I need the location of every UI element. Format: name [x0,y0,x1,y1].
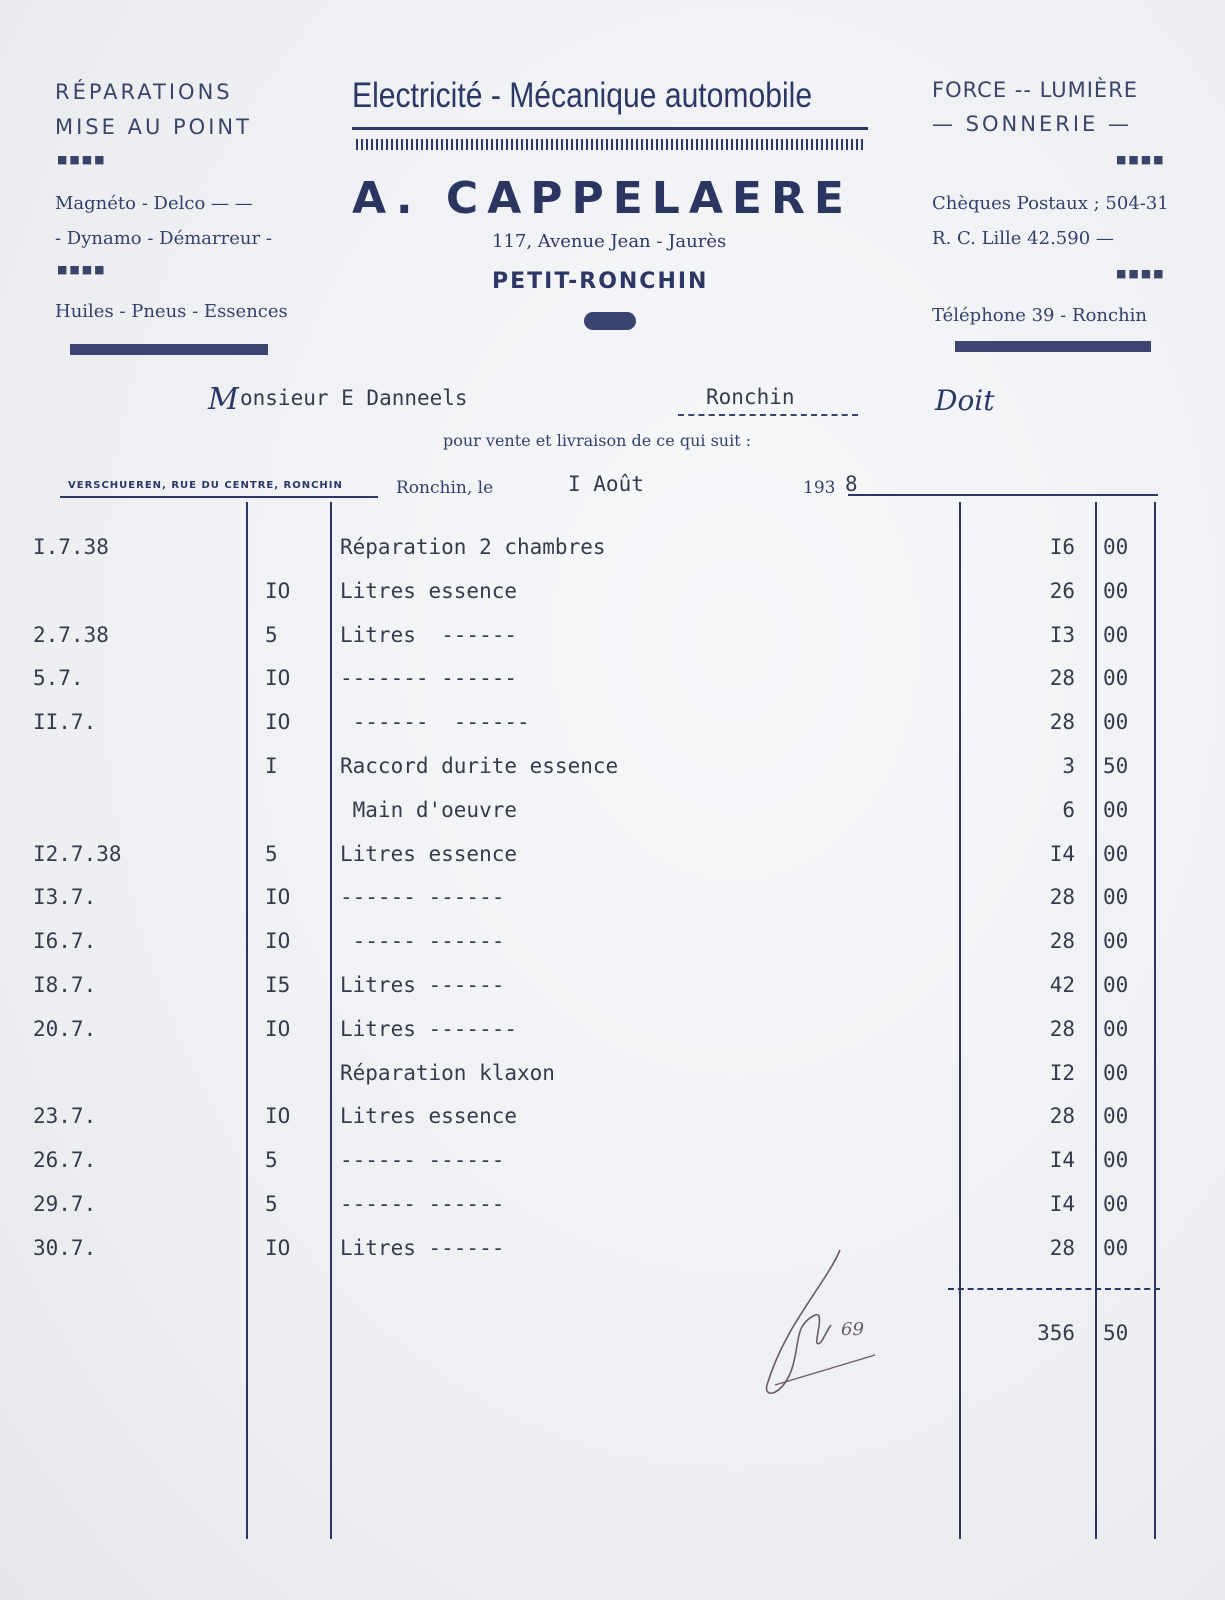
company-name: A. CAPPELAERE [352,173,853,224]
table-row [0,579,1225,609]
row-description: ------ ------ [340,710,530,735]
row-date: II.7. [33,710,97,735]
addressee-place: Ronchin [706,385,795,409]
row-cents: 00 [1103,797,1129,822]
row-quantity: 5 [265,1192,278,1216]
row-cents: 00 [1103,929,1129,954]
row-description: Litres essence [340,578,518,603]
row-quantity: 5 [265,622,278,647]
table-row [0,798,1225,828]
total-francs: 356 [1037,1321,1075,1345]
row-description: ------- ------ [340,666,518,691]
table-row [0,754,1225,784]
row-date: 20.7. [33,1016,97,1041]
row-quantity: IO [265,1104,291,1129]
row-cents: 00 [1103,1104,1129,1129]
row-cents: 50 [1103,754,1129,778]
row-francs: 28 [1049,1104,1075,1129]
row-description: ------ ------ [340,1148,505,1173]
row-date: 5.7. [33,666,84,691]
row-quantity: I5 [265,973,291,997]
title-hatch [356,139,864,150]
addressee-place-rule [678,414,858,416]
row-description: Raccord durite essence [340,754,619,778]
row-date: I6.7. [33,929,97,954]
table-row [0,710,1225,740]
addressee-prefix: M [208,382,239,417]
row-description: Litres ------- [340,1016,518,1041]
row-description: ------ ------ [340,1192,505,1216]
row-quantity: IO [265,710,291,735]
table-row [0,1104,1225,1134]
year-prefix: 193 [803,478,836,498]
total-rule [948,1288,1160,1290]
date-place: Ronchin, le [396,478,494,498]
row-cents: 00 [1103,841,1129,866]
table-row [0,1192,1225,1222]
date-rule [848,494,1158,496]
row-francs: I4 [1049,841,1075,866]
row-francs: 28 [1049,1016,1075,1041]
signature-number: 69 [841,1319,864,1340]
row-francs: 28 [1049,885,1075,910]
right-header-line2: — SONNERIE — [932,112,1132,136]
total-cents: 50 [1103,1321,1129,1345]
row-cents: 00 [1103,578,1129,603]
invoice-subtitle: pour vente et livraison de ce qui suit : [443,431,752,450]
row-francs: 26 [1049,578,1075,603]
right-header-line4: R. C. Lille 42.590 — [932,228,1114,249]
row-francs: I2 [1049,1060,1075,1085]
row-cents: 00 [1103,1235,1129,1260]
addressee-name: onsieur E Danneels [240,386,468,410]
row-date: 26.7. [33,1148,97,1173]
row-date: 29.7. [33,1192,97,1216]
table-row [0,623,1225,653]
row-quantity: IO [265,929,291,954]
row-date: 23.7. [33,1104,97,1129]
row-date: I3.7. [33,885,97,910]
table-row [0,1061,1225,1091]
row-date: I2.7.38 [33,841,122,866]
row-quantity: IO [265,666,291,691]
row-francs: I3 [1049,622,1075,647]
table-row [0,1236,1225,1266]
left-header-line1: RÉPARATIONS [55,80,233,104]
ornament-pill [584,312,636,330]
year-digit: 8 [845,472,858,496]
row-francs: 28 [1049,1235,1075,1260]
left-header-bar [70,344,268,355]
row-francs: 3 [1062,754,1075,778]
row-francs: I4 [1049,1148,1075,1173]
row-quantity: I [265,754,278,778]
row-cents: 00 [1103,535,1129,559]
left-header-line2: MISE AU POINT [55,115,252,139]
row-cents: 00 [1103,622,1129,647]
row-cents: 00 [1103,1016,1129,1041]
trade-title: Electricité - Mécanique automobile [352,76,813,115]
company-address: 117, Avenue Jean - Jaurès [492,231,727,252]
left-header-line5: Huiles - Pneus - Essences [55,301,288,322]
row-cents: 00 [1103,710,1129,735]
right-header-line1: FORCE -- LUMIÈRE [932,78,1139,102]
right-dots-2: ■■■■ [1116,267,1166,280]
row-francs: 28 [1049,929,1075,954]
left-header-line4: - Dynamo - Démarreur - [55,228,272,249]
row-quantity: IO [265,578,291,603]
row-description: ------ ------ [340,885,505,910]
right-dots-1: ■■■■ [1116,153,1166,166]
table-row [0,1148,1225,1178]
row-quantity: 5 [265,841,278,866]
row-cents: 00 [1103,666,1129,691]
row-cents: 00 [1103,885,1129,910]
table-row [0,973,1225,1003]
row-francs: 6 [1062,797,1075,822]
row-quantity: 5 [265,1148,278,1173]
left-header-line3: Magnéto - Delco — — [55,193,253,214]
row-description: Réparation klaxon [340,1060,555,1085]
row-francs: 28 [1049,710,1075,735]
row-francs: I4 [1049,1192,1075,1216]
printer-credit: VERSCHUEREN, RUE DU CENTRE, RONCHIN [68,480,343,491]
row-francs: I6 [1049,535,1075,559]
row-date: I8.7. [33,973,97,997]
row-cents: 00 [1103,1060,1129,1085]
owes-word: Doit [935,384,995,417]
invoice-date: I Août [568,472,644,496]
row-cents: 00 [1103,1192,1129,1216]
row-description: Litres ------ [340,973,505,997]
row-francs: 42 [1049,973,1075,997]
row-quantity: IO [265,1016,291,1041]
row-description: Litres ------ [340,1235,505,1260]
title-rule [352,127,868,130]
row-description: Litres essence [340,841,518,866]
row-date: 30.7. [33,1235,97,1260]
row-cents: 00 [1103,973,1129,997]
table-row [0,1017,1225,1047]
row-description: Main d'oeuvre [340,797,518,822]
table-row [0,842,1225,872]
row-quantity: IO [265,885,291,910]
row-date: 2.7.38 [33,622,109,647]
table-row [0,535,1225,565]
row-description: Litres ------ [340,622,518,647]
row-cents: 00 [1103,1148,1129,1173]
row-quantity: IO [265,1235,291,1260]
left-dots-1: ■■■■ [57,153,107,166]
row-date: I.7.38 [33,535,109,559]
row-description: Réparation 2 chambres [340,535,606,559]
pencil-signature [755,1245,895,1405]
printer-rule [60,496,378,498]
table-row [0,885,1225,915]
company-town: PETIT-RONCHIN [492,269,709,294]
right-header-bar [955,341,1151,352]
row-description: Litres essence [340,1104,518,1129]
table-row [0,929,1225,959]
left-dots-2: ■■■■ [57,263,107,276]
right-header-line5: Téléphone 39 - Ronchin [932,305,1148,326]
row-francs: 28 [1049,666,1075,691]
right-header-line3: Chèques Postaux ; 504-31 [932,193,1169,214]
row-description: ----- ------ [340,929,505,954]
table-row [0,666,1225,696]
